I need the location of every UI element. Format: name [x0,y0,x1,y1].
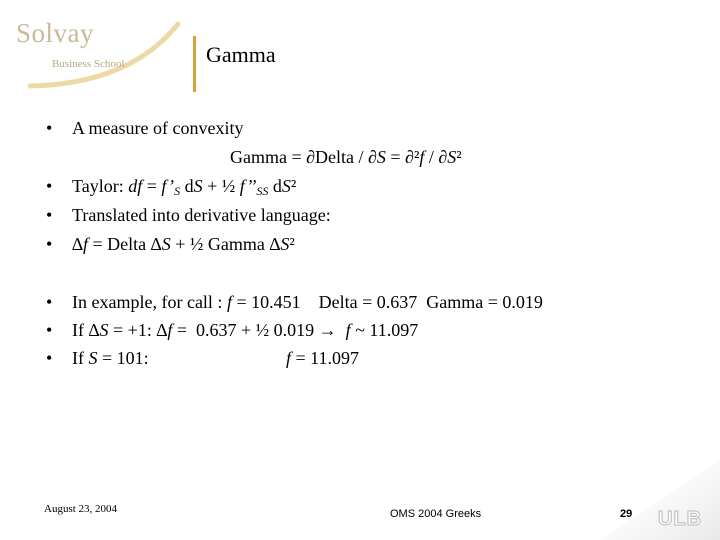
text-part: If [72,348,89,368]
text-part: = 10.451 Delta = 0.637 Gamma = 0.019 [231,292,543,312]
bullet-marker: • [46,118,53,138]
logo-main-text: Solvay [16,18,95,48]
ulb-logo: ULB [658,508,703,530]
text-part: ² [456,147,462,167]
text-part: Gamma = ∂Delta / ∂ [230,147,377,167]
gamma-definition [230,147,462,168]
text-part: d [180,176,194,196]
text-part: f’ [161,176,175,196]
text-part: ∆ [72,234,84,254]
text-part: = ∂² [385,147,420,167]
text-part: f [286,348,292,368]
slide-title: Gamma [206,42,276,67]
bullet-line-if-s-101 [72,348,149,369]
text-part: f [83,234,89,254]
footer-course: OMS 2004 Greeks [390,508,482,520]
text-part: Taylor: [72,176,129,196]
bullet-marker: • [46,234,53,254]
text-part: S [174,184,181,198]
text-part: = 101: [97,348,149,368]
text-part: df [128,176,143,196]
text-part: ~ 11.097 [350,320,419,340]
text-part: If ∆ [72,320,100,340]
text-part: = +1: ∆ [108,320,168,340]
text-part: = 0.637 + ½ 0.019 → [172,320,346,340]
text-part: S [281,176,291,196]
text-part: S [193,176,203,196]
bullet-line-example [72,292,543,313]
text-part: f [167,320,173,340]
text-part: f [419,147,425,167]
text-part: S [161,234,171,254]
bullet-line-1 [72,118,243,139]
bullet-marker: • [46,348,53,368]
text-part: S [376,147,386,167]
text-part: In example, for call : [72,292,227,312]
bullet-line-taylor [72,176,296,199]
text-part: = 11.097 [291,348,359,368]
text-part: f’’ [239,176,257,196]
bullet-line-if-delta-s [72,320,418,341]
bullet-marker: • [46,320,53,340]
text-part: f [345,320,351,340]
text-part: S [447,147,457,167]
text-part: = Delta ∆ [88,234,162,254]
text-part: SS [256,184,269,198]
footer-date: August 23, 2004 [44,503,118,515]
text-part: ² [289,234,295,254]
solvay-logo [10,14,190,94]
page-number: 29 [620,508,633,520]
title-divider [193,36,196,92]
text-part: d [268,176,282,196]
bullet-marker: • [46,176,53,196]
bullet-text: Translated into derivative language: [72,205,331,225]
logo-sub-text: Business School [52,58,125,70]
text-part: S [99,320,109,340]
text-part: S [88,348,98,368]
text-part: + ½ Gamma ∆ [170,234,281,254]
text-part: + ½ [202,176,240,196]
bullet-line-delta-f [72,234,295,255]
text-part: ² [290,176,297,196]
bullet-line-translated [72,205,331,226]
text-part: = [142,176,162,196]
bullet-marker: • [46,292,53,312]
text-part: / ∂ [424,147,448,167]
bullet-line-if-s-101-result [286,348,359,369]
text-part: S [280,234,290,254]
bullet-text: A measure of convexity [72,118,244,138]
bullet-marker: • [46,205,53,225]
text-part: f [226,292,232,312]
